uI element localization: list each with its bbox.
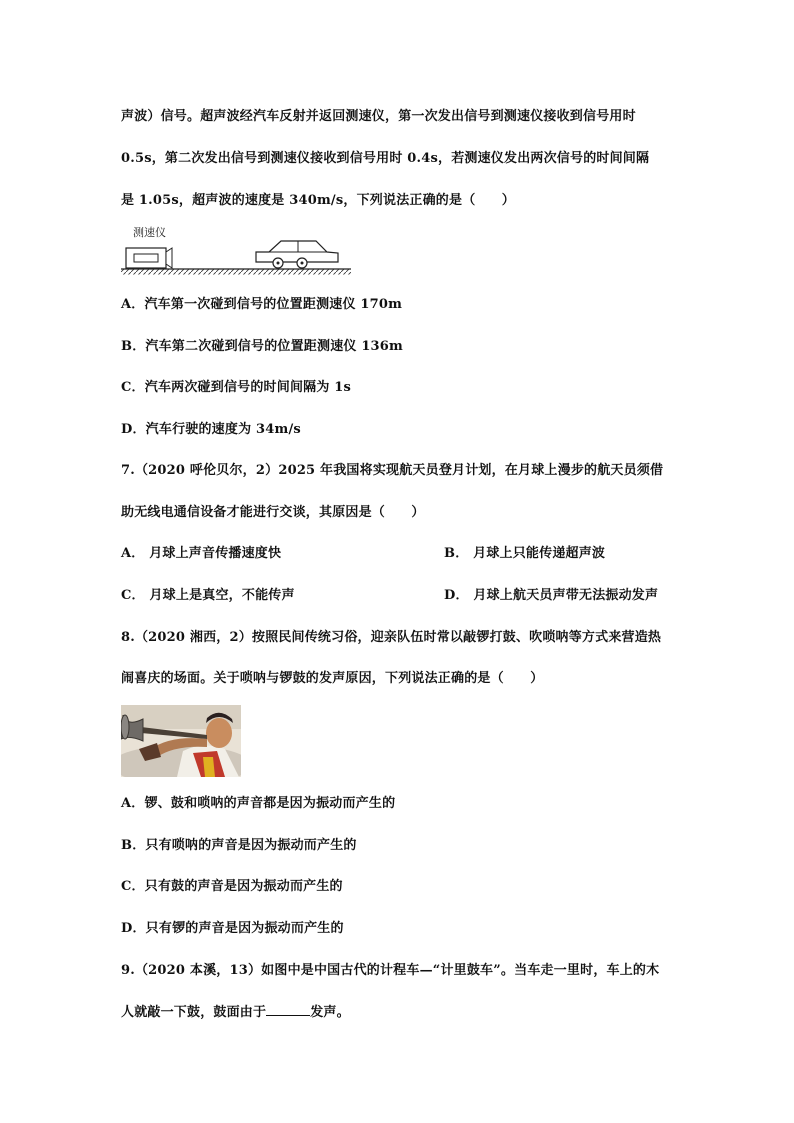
q7-option-a: A． 月球上声音传播速度快 <box>121 546 282 561</box>
q6-stem-line-3: 是 1.05s，超声波的速度是 340m/s，下列说法正确的是（ ） <box>121 193 515 208</box>
q6-stem-line-1: 声波）信号。超声波经汽车反射并返回测速仪，第一次发出信号到测速仪接收到信号用时 <box>121 109 636 124</box>
q9-text-before-blank: 人就敲一下鼓，鼓面由于 <box>121 1005 267 1020</box>
q8-option-c: C．只有鼓的声音是因为振动而产生的 <box>121 879 343 894</box>
q8-stem-line-2: 闹喜庆的场面。关于唢呐与锣鼓的发声原因，下列说法正确的是（ ） <box>121 671 544 686</box>
q8-option-a: A．锣、鼓和唢呐的声音都是因为振动而产生的 <box>121 796 396 811</box>
q6-option-c: C．汽车两次碰到信号的时间间隔为 1s <box>121 380 352 395</box>
car-icon <box>256 241 338 268</box>
q7-option-d: D． 月球上航天员声带无法振动发声 <box>444 588 659 603</box>
q9-stem-line-2 <box>121 1003 350 1022</box>
q6-option-d: D．汽车行驶的速度为 34m/s <box>121 422 301 437</box>
q6-option-a: A．汽车第一次碰到信号的位置距测速仪 170m <box>121 297 403 312</box>
q7-stem-line-2: 助无线电通信设备才能进行交谈，其原因是（ ） <box>121 505 425 520</box>
q6-figure-label: 测速仪 <box>133 226 166 239</box>
q7-option-b: B． 月球上只能传递超声波 <box>444 546 606 561</box>
q8-option-b: B．只有唢呐的声音是因为振动而产生的 <box>121 838 357 853</box>
q8-stem-line-1: 8.（2020 湘西，2）按照民间传统习俗，迎亲队伍时常以敲锣打鼓、吹唢呐等方式来营造热 <box>121 630 662 645</box>
answer-blank[interactable] <box>266 1003 310 1016</box>
q6-option-b: B．汽车第二次碰到信号的位置距测速仪 136m <box>121 339 404 354</box>
suona-player-photo <box>121 705 241 777</box>
q9-stem-line-1: 9.（2020 本溪，13）如图中是中国古代的计程车—“计里鼓车”。当车走一里时，车上的木 <box>121 963 660 978</box>
q8-option-d: D．只有锣的声音是因为振动而产生的 <box>121 921 344 936</box>
q6-stem-line-2: 0.5s，第二次发出信号到测速仪接收到信号用时 0.4s，若测速仪发出两次信号的时间间隔 <box>121 151 650 166</box>
speed-detector-diagram <box>121 222 353 278</box>
q9-text-after-blank: 发声。 <box>310 1005 350 1020</box>
q7-option-c: C． 月球上是真空，不能传声 <box>121 588 295 603</box>
q7-stem-line-1: 7.（2020 呼伦贝尔，2）2025 年我国将实现航天员登月计划，在月球上漫步的航天员须借 <box>121 463 664 478</box>
speed-detector-icon <box>126 248 172 268</box>
